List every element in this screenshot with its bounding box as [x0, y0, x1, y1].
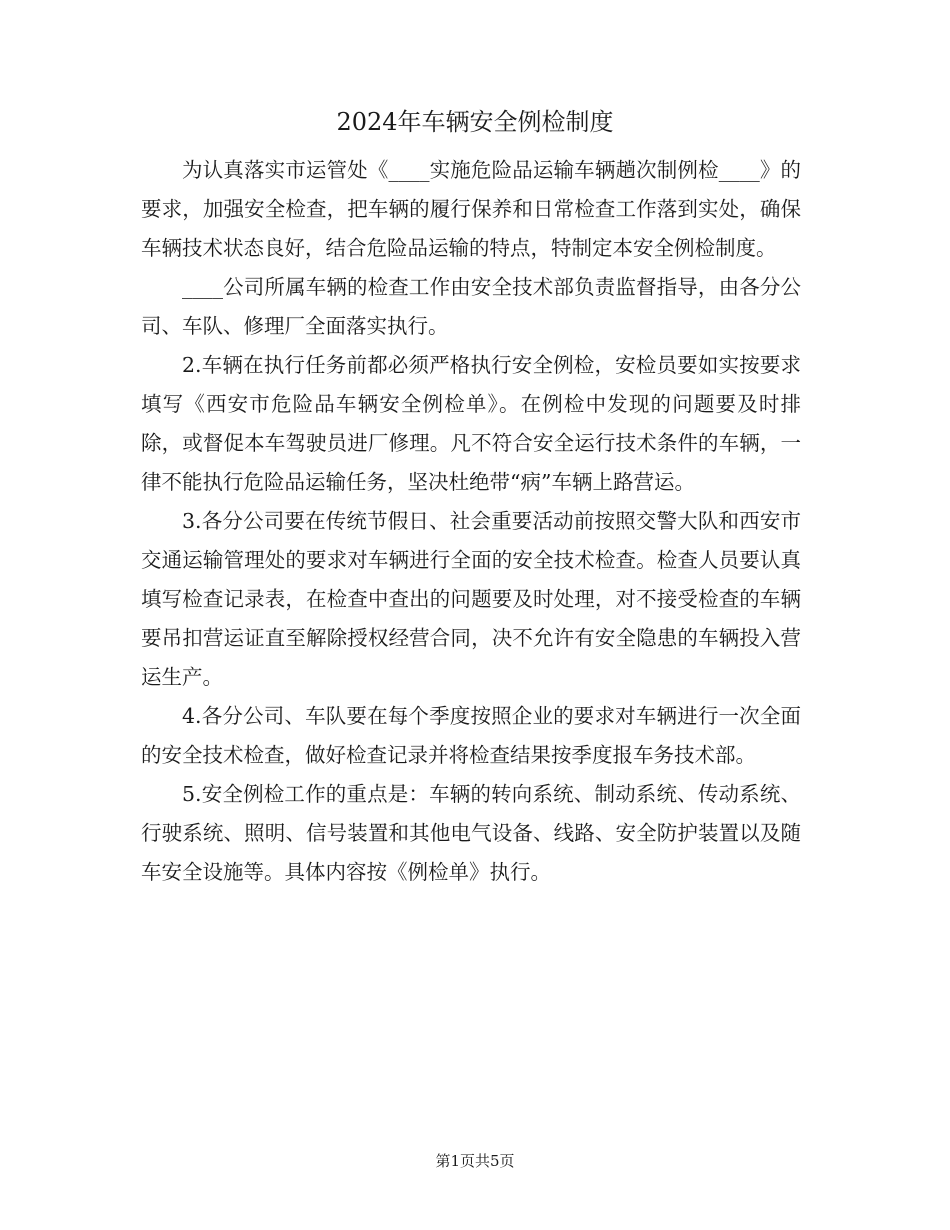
page-number: 第1页共5页 [435, 1152, 515, 1170]
paragraph-item-5: 5.安全例检工作的重点是：车辆的转向系统、制动系统、传动系统、行驶系统、照明、信号装置和其他电气设备、线路、安全防护装置以及随车安全设施等。具体内容按《例检单》执行。 [141, 782, 801, 884]
paragraph-item-4: 4.各分公司、车队要在每个季度按照企业的要求对车辆进行一次全面的安全技术检查，做好检查记录并将检查结果按季度报车务技术部。 [141, 704, 801, 767]
paragraph-item-2: 2.车辆在执行任务前都必须严格执行安全例检，安检员要如实按要求填写《西安市危险品车辆安全例检单》。在例检中发现的问题要及时排除，或督促本车驾驶员进厂修理。凡不符合安全运行技术条件的车辆，一律不能执行危险品运输任务，坚决杜绝带“病”车辆上路营运。 [141, 353, 801, 494]
page-footer [0, 1150, 950, 1172]
paragraph-item-1: ____公司所属车辆的检查工作由安全技术部负责监督指导，由各分公司、车队、修理厂全面落实执行。 [141, 275, 801, 338]
paragraph-intro: 为认真落实市运管处《____实施危险品运输车辆趟次制例检____》的要求，加强安全检查，把车辆的履行保养和日常检查工作落到实处，确保车辆技术状态良好，结合危险品运输的特点，特制定本安全例检制度。 [141, 158, 801, 260]
document-title: 2024年车辆安全例检制度 [336, 108, 614, 136]
document-body [141, 151, 801, 892]
paragraph-item-3: 3.各分公司要在传统节假日、社会重要活动前按照交警大队和西安市交通运输管理处的要求对车辆进行全面的安全技术检查。检查人员要认真填写检查记录表，在检查中查出的问题要及时处理，对不接受检查的车辆要吊扣营运证直至解除授权经营合同，决不允许有安全隐患的车辆投入营运生产。 [141, 509, 801, 689]
